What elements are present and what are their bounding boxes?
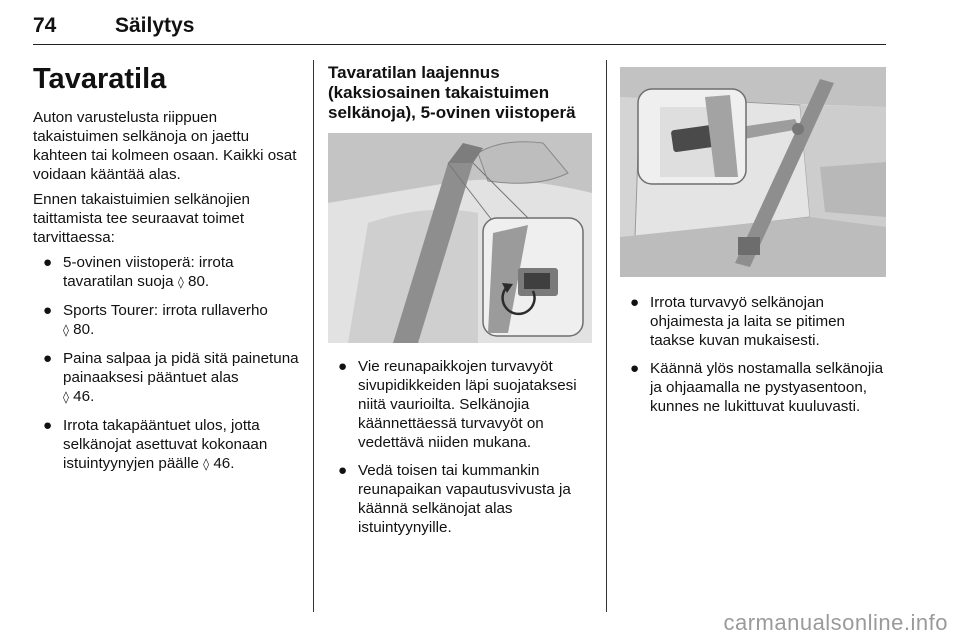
column-1 <box>33 60 300 483</box>
section-heading: Tavaratila <box>33 63 167 95</box>
bullet-icon: ● <box>630 360 640 377</box>
subsection-heading: Tavaratilan laajennus (kaksiosainen takaistuimen selkänoja), 5-ovinen viistoperä <box>328 63 576 122</box>
bullet-icon: ● <box>338 462 348 479</box>
list-item <box>33 416 300 474</box>
list-item-text: Paina salpaa ja pidä sitä painetuna painaaksesi pääntuet alas <box>63 350 299 386</box>
list-item <box>33 301 300 340</box>
list-item-text: Sports Tourer: irrota rullaverho <box>63 302 268 319</box>
bullet-icon: ● <box>43 350 53 367</box>
seatbelt-guide-drawing <box>328 133 592 343</box>
seatback-drawing <box>620 67 886 277</box>
list-item <box>620 293 886 350</box>
seatback-illustration <box>620 67 886 277</box>
page-ref-link[interactable]: 46. <box>73 388 95 405</box>
page-ref-icon: ◊ <box>63 323 69 337</box>
section-title: Säilytys <box>115 14 195 37</box>
bullet-list <box>620 293 886 416</box>
seatbelt-guide-illustration <box>328 133 592 343</box>
paragraph: Auton varustelusta riippuen takaistuimen selkänoja on jaettu kahteen tai kolmeen osaan. Kaikki osat voidaan kääntää alas. <box>33 109 297 183</box>
page-ref-icon: ◊ <box>203 457 210 471</box>
list-item <box>33 253 300 292</box>
bullet-icon: ● <box>338 358 348 375</box>
list-item-text: Käännä ylös nostamalla selkänojia ja ohjaamalla ne pystyasentoon, kunnes ne lukittuvat kuuluvasti. <box>650 360 884 415</box>
list-item-text: Vedä toisen tai kummankin reunapaikan vapautusvivusta ja käännä selkänojat alas istuintyynyille. <box>358 462 571 536</box>
list-item-text: Irrota turvavyö selkänojan ohjaimesta ja laita se pitimen taakse kuvan mukaisesti. <box>650 294 846 349</box>
page-header <box>33 10 886 45</box>
list-item-text: Irrota takapääntuet ulos, jotta selkänojat asettuvat kokonaan istuintyynyjen päälle <box>63 417 268 472</box>
list-item-text: 5-ovinen viistoperä: irrota tavaratilan suoja <box>63 254 234 290</box>
column-divider <box>606 60 607 612</box>
list-item <box>328 357 592 452</box>
column-divider <box>313 60 314 612</box>
column-2 <box>328 60 592 546</box>
bullet-icon: ● <box>630 294 640 311</box>
list-item <box>328 461 592 537</box>
page-ref-link[interactable]: 46. <box>213 455 235 472</box>
bullet-icon: ● <box>43 417 53 434</box>
page-ref-icon: ◊ <box>177 275 184 289</box>
column-3 <box>620 60 886 425</box>
bullet-list <box>328 357 592 537</box>
list-item-text: Vie reunapaikkojen turvavyöt sivupidikkeiden läpi suojataksesi niitä vaurioilta. Selkänojia käännettäessä turvavyöt on vedettävä niiden mukana. <box>358 358 577 451</box>
page-ref-icon: ◊ <box>63 390 69 404</box>
page-number: 74 <box>33 14 57 37</box>
bullet-icon: ● <box>43 254 53 271</box>
watermark-text: carmanualsonline.info <box>723 610 948 635</box>
bullet-list <box>33 253 300 474</box>
list-item <box>620 359 886 416</box>
bullet-icon: ● <box>43 302 53 319</box>
page-ref-link[interactable]: 80. <box>188 273 210 290</box>
list-item <box>33 349 300 407</box>
page-ref-link[interactable]: 80. <box>73 321 95 338</box>
paragraph: Ennen takaistuimien selkänojien taittamista tee seuraavat toimet tarvittaessa: <box>33 191 250 246</box>
